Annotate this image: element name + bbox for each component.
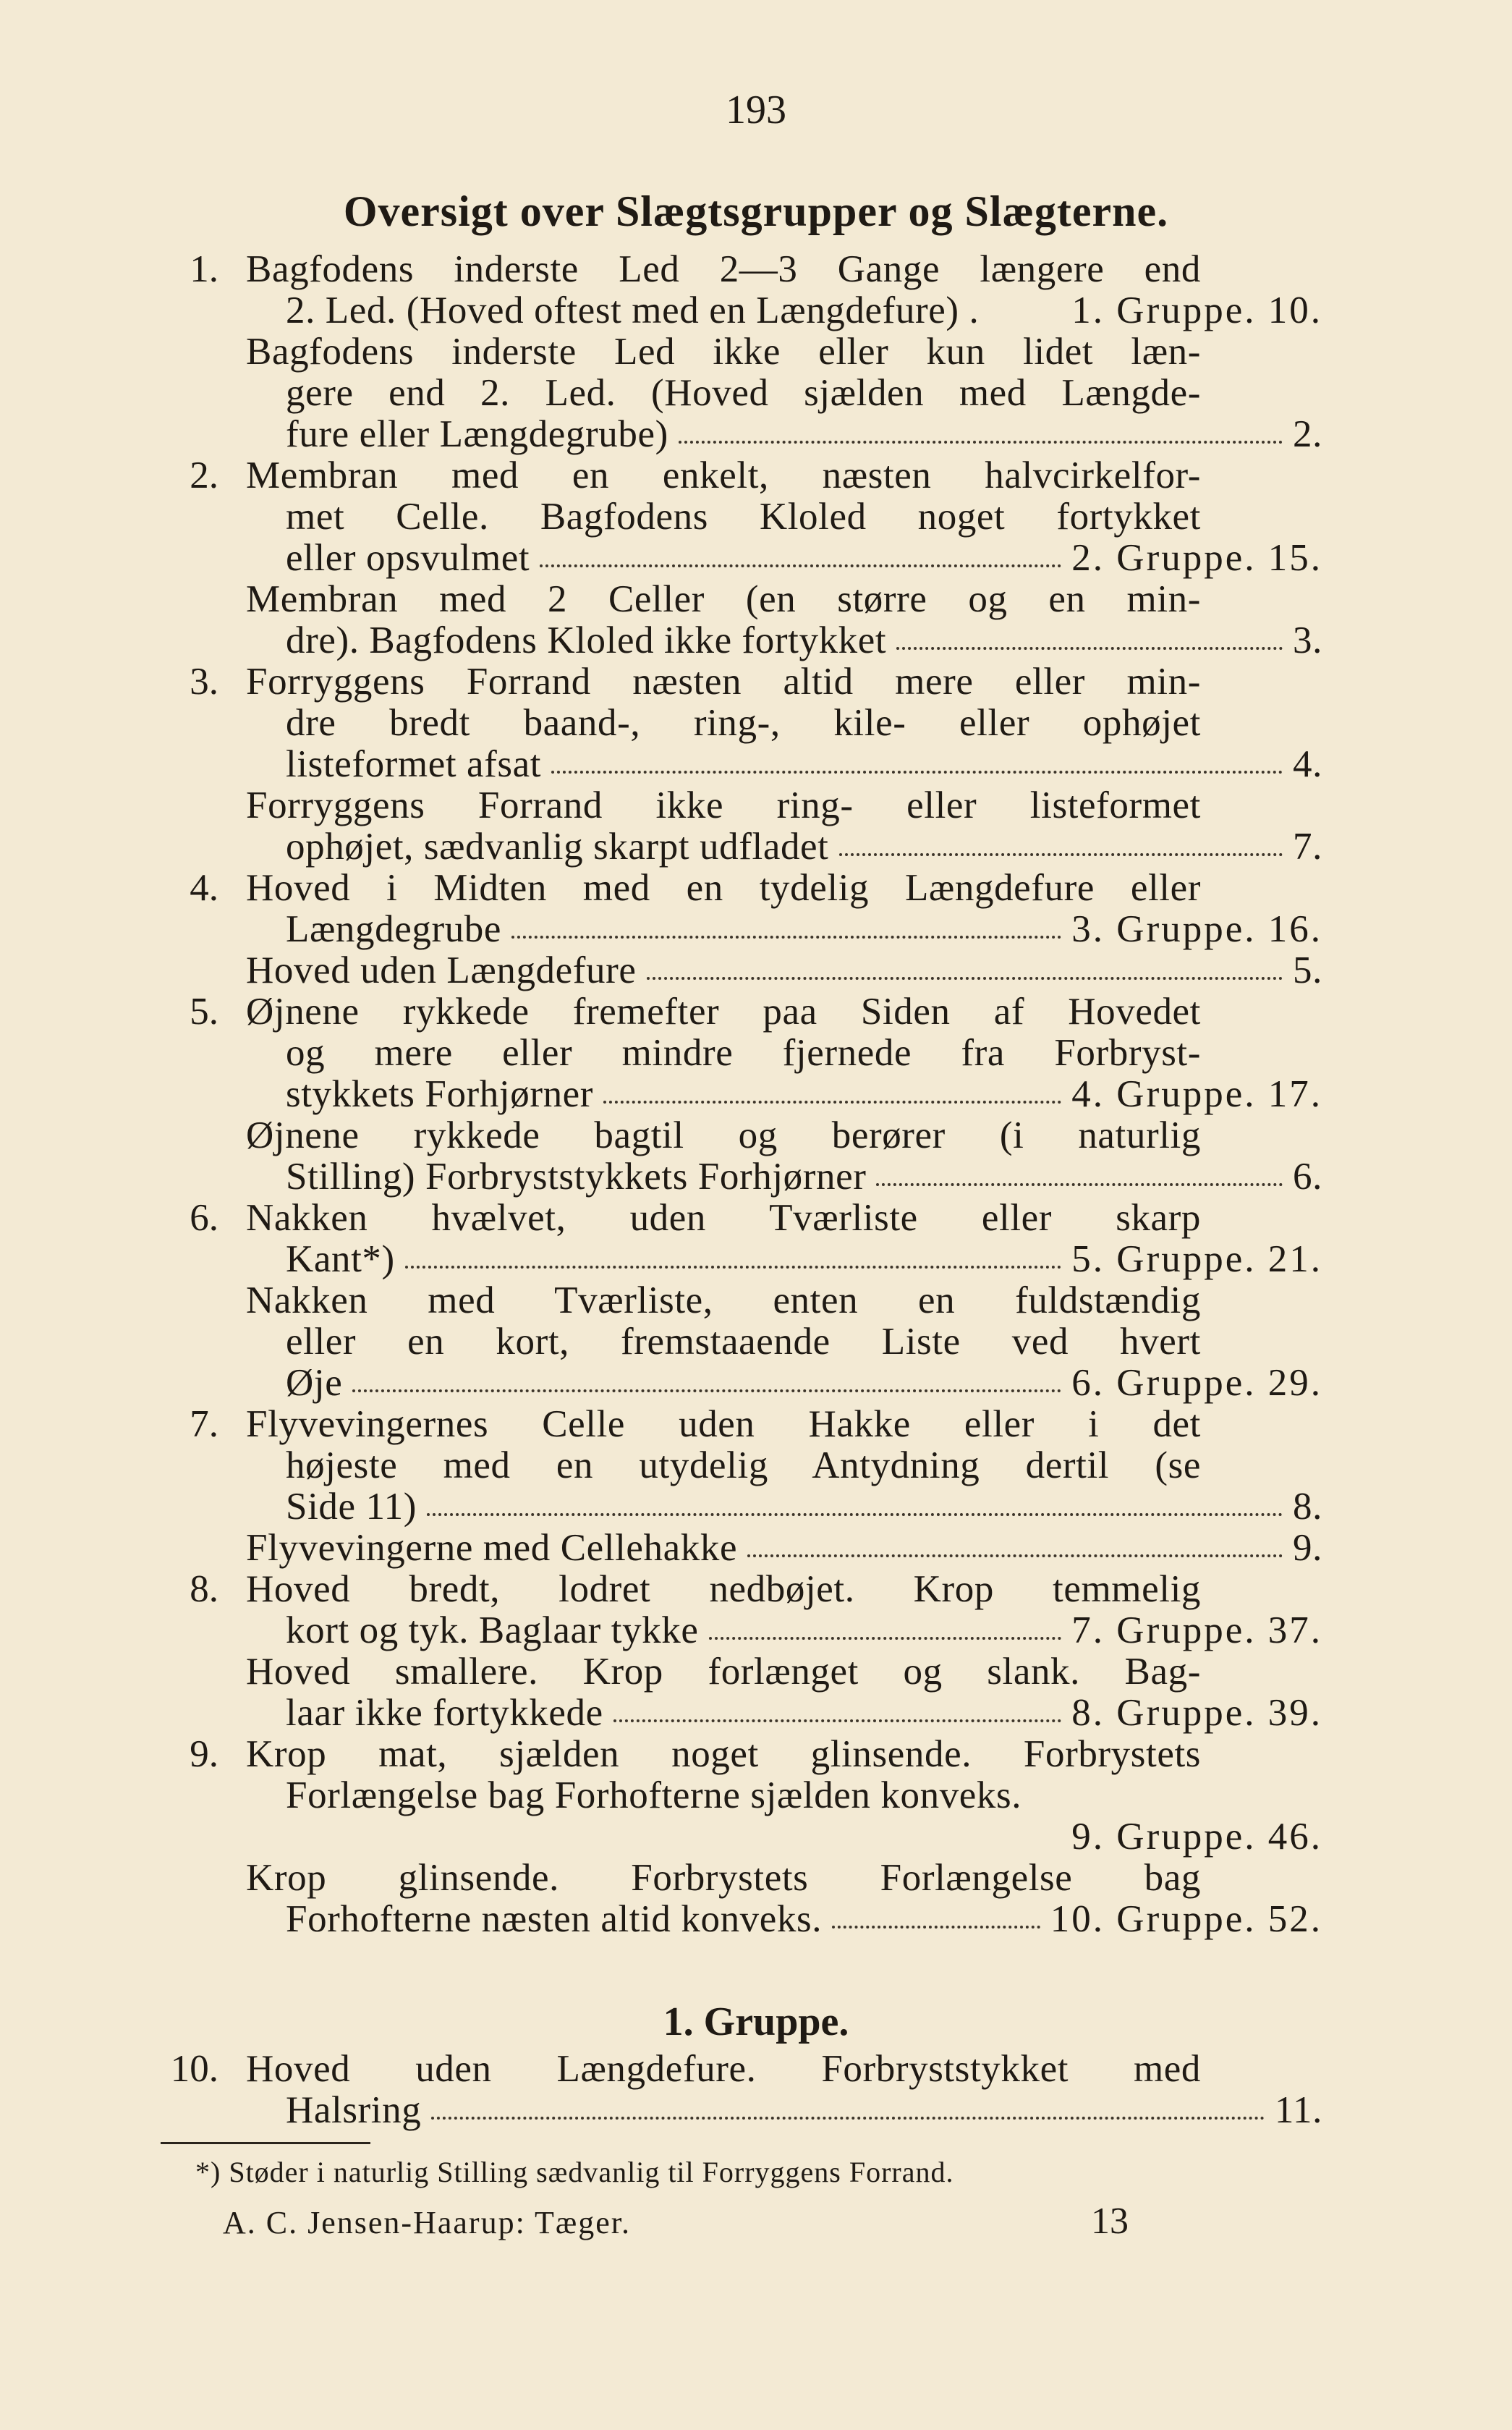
entry-last-line: [286, 289, 1322, 331]
entry-last-line: [286, 908, 1322, 950]
page-number: 193: [726, 88, 786, 132]
entry-last-line: [286, 1362, 1322, 1404]
entry-text-line: dre bredt baand-, ring-, kile- eller ophøjet: [286, 702, 1201, 744]
entry-text-line: gere end 2. Led. (Hoved sjælden med Længde-: [286, 372, 1201, 414]
entry-text-line: Forryggens Forrand ikke ring- eller listeformet: [246, 784, 1201, 826]
entry-last-line: [286, 1486, 1322, 1528]
group-reference: 8.: [1293, 1486, 1322, 1528]
entry-text-line: Side 11): [286, 1486, 417, 1528]
group-reference: 3. Gruppe. 16.: [1071, 908, 1322, 950]
entry-text-line: Hoved bredt, lodret nedbøjet. Krop temmelig: [246, 1568, 1201, 1610]
dot-leader: [551, 770, 1283, 774]
dot-leader: [832, 1925, 1040, 1929]
entry-number: 3.: [190, 661, 218, 703]
entry-text-line: Membran med 2 Celler (en større og en min-: [246, 578, 1201, 620]
footnote: *) Støder i naturlig Stilling sædvanlig til Forryggens Forrand.: [195, 2156, 954, 2188]
dot-leader: [540, 564, 1061, 567]
group-reference: 5. Gruppe. 21.: [1071, 1238, 1322, 1280]
entry-last-line: [246, 949, 1322, 991]
group-reference: 6.: [1293, 1156, 1322, 1198]
group-reference: 2.: [1293, 413, 1322, 455]
entry-number: 5.: [190, 991, 218, 1033]
signature-mark: 13: [1091, 2201, 1129, 2242]
group-reference: 6. Gruppe. 29.: [1071, 1362, 1322, 1404]
entry-text-line: Nakken hvælvet, uden Tværliste eller skarp: [246, 1197, 1201, 1239]
entry-text-line: og mere eller mindre fjernede fra Forbryst-: [286, 1032, 1201, 1074]
entry-text-line: Forlængelse bag Forhofterne sjælden konveks.: [286, 1774, 1022, 1816]
entry-last-line: [286, 1073, 1322, 1115]
entry-text-line: Bagfodens inderste Led 2—3 Gange længere end: [246, 248, 1201, 290]
entry-last-line: [286, 1774, 1022, 1816]
entry-last-line: [286, 619, 1322, 661]
dot-leader: [431, 2116, 1265, 2120]
entry-text-line: ophøjet, sædvanlig skarpt udfladet: [286, 826, 829, 868]
entry-last-line: [286, 1156, 1322, 1198]
entry-number: 9.: [190, 1733, 218, 1775]
group-reference: 4.: [1293, 743, 1322, 785]
entry-text-line: kort og tyk. Baglaar tykke: [286, 1609, 699, 1651]
entry-last-line: [286, 1238, 1322, 1280]
entry-last-line: [286, 1609, 1322, 1651]
dot-leader: [511, 935, 1061, 939]
entry-text-line: Øjnene rykkede fremefter paa Siden af Hovedet: [246, 991, 1201, 1033]
entry-text-line: Membran med en enkelt, næsten halvcirkelfor-: [246, 454, 1201, 496]
group-reference: 11.: [1274, 2089, 1322, 2131]
dot-leader: [679, 440, 1283, 444]
section-title: 1. Gruppe.: [663, 1999, 849, 2044]
group-reference: 5.: [1293, 949, 1322, 991]
entry-text-line: Hoved i Midten med en tydelig Længdefure eller: [246, 867, 1201, 909]
footer-author: A. C. Jensen-Haarup: Tæger.: [223, 2205, 631, 2240]
entry-last-line: [286, 537, 1322, 579]
entry-number: 10.: [170, 2048, 218, 2090]
entry-text-line: Øje: [286, 1362, 343, 1404]
entry-number: 6.: [190, 1197, 218, 1239]
entry-text-line: Hoved uden Længdefure: [246, 949, 637, 991]
group-reference: 3.: [1293, 619, 1322, 661]
dot-leader: [427, 1512, 1283, 1516]
entry-last-line: [286, 2089, 1322, 2131]
dot-leader: [405, 1265, 1062, 1269]
dot-leader: [603, 1100, 1061, 1104]
entry-text-line: met Celle. Bagfodens Kloled noget fortykket: [286, 496, 1201, 538]
entry-text-line: Hoved uden Længdefure. Forbryststykket med: [246, 2048, 1201, 2090]
entry-number: 7.: [190, 1403, 218, 1445]
entry-text-line: Kant*): [286, 1238, 395, 1280]
entry-text-line: Bagfodens inderste Led ikke eller kun lidet læn-: [246, 331, 1201, 373]
entry-text-line: Øjnene rykkede bagtil og berører (i naturlig: [246, 1114, 1201, 1156]
group-reference: 9.: [1293, 1527, 1322, 1569]
entry-text-line: højeste med en utydelig Antydning dertil (se: [286, 1444, 1201, 1486]
entry-number: 4.: [190, 867, 218, 909]
dot-leader: [989, 319, 1061, 320]
entry-text-line: Flyvevingerne med Cellehakke: [246, 1527, 738, 1569]
entry-text-line: Stilling) Forbryststykkets Forhjørner: [286, 1156, 867, 1198]
entry-text-line: 2. Led. (Hoved oftest med en Længdefure) .: [286, 289, 980, 331]
group-reference: 7.: [1293, 826, 1322, 868]
dot-leader: [747, 1554, 1283, 1557]
dot-leader: [613, 1719, 1062, 1722]
entry-text-line: dre). Bagfodens Kloled ikke fortykket: [286, 619, 887, 661]
entry-number: 1.: [190, 248, 218, 290]
dot-leader: [352, 1389, 1061, 1392]
entry-text-line: Længdegrube: [286, 908, 502, 950]
group-reference: 8. Gruppe. 39.: [1071, 1692, 1322, 1734]
entry-last-line: [286, 1692, 1322, 1734]
entry-text-line: stykkets Forhjørner: [286, 1073, 594, 1115]
entry-text-line: Hoved smallere. Krop forlænget og slank. Bag-: [246, 1651, 1201, 1693]
entry-text-line: Nakken med Tværliste, enten en fuldstændig: [246, 1279, 1201, 1321]
entry-text-line: Halsring: [286, 2089, 422, 2131]
entry-text-line: fure eller Længdegrube): [286, 413, 668, 455]
group-reference: 7. Gruppe. 37.: [1071, 1609, 1322, 1651]
dot-leader: [647, 976, 1283, 980]
group-reference: 4. Gruppe. 17.: [1071, 1073, 1322, 1115]
group-reference: 1. Gruppe. 10.: [1071, 289, 1322, 331]
entry-last-line: [286, 743, 1322, 785]
entry-text-line: eller en kort, fremstaaende Liste ved hvert: [286, 1321, 1201, 1363]
entry-text-line: Krop mat, sjælden noget glinsende. Forbrystets: [246, 1733, 1201, 1775]
dot-leader: [896, 646, 1283, 650]
group-reference: 9. Gruppe. 46.: [1071, 1816, 1322, 1858]
entry-last-line: [286, 1898, 1322, 1940]
entry-last-line: [286, 826, 1322, 868]
page-title: Oversigt over Slægtsgrupper og Slægterne.: [343, 187, 1169, 235]
entry-last-line: [246, 1527, 1322, 1569]
dot-leader: [709, 1636, 1062, 1640]
entry-number: 8.: [190, 1568, 218, 1610]
dot-leader: [839, 852, 1283, 856]
entry-last-line: [286, 413, 1322, 455]
entry-text-line: listeformet afsat: [286, 743, 542, 785]
footnote-rule: [161, 2142, 370, 2144]
group-reference: 2. Gruppe. 15.: [1071, 537, 1322, 579]
entry-text-line: Forryggens Forrand næsten altid mere eller min-: [246, 661, 1201, 703]
entry-text-line: Flyvevingernes Celle uden Hakke eller i det: [246, 1403, 1201, 1445]
dot-leader: [876, 1182, 1283, 1186]
entry-number: 2.: [190, 454, 218, 496]
entry-text-line: eller opsvulmet: [286, 537, 530, 579]
entry-text-line: Forhofterne næsten altid konveks.: [286, 1898, 823, 1940]
group-reference: 10. Gruppe. 52.: [1050, 1898, 1322, 1940]
entry-text-line: laar ikke fortykkede: [286, 1692, 603, 1734]
entry-text-line: Krop glinsende. Forbrystets Forlængelse bag: [246, 1857, 1201, 1899]
reference-line: [0, 1816, 1322, 1858]
